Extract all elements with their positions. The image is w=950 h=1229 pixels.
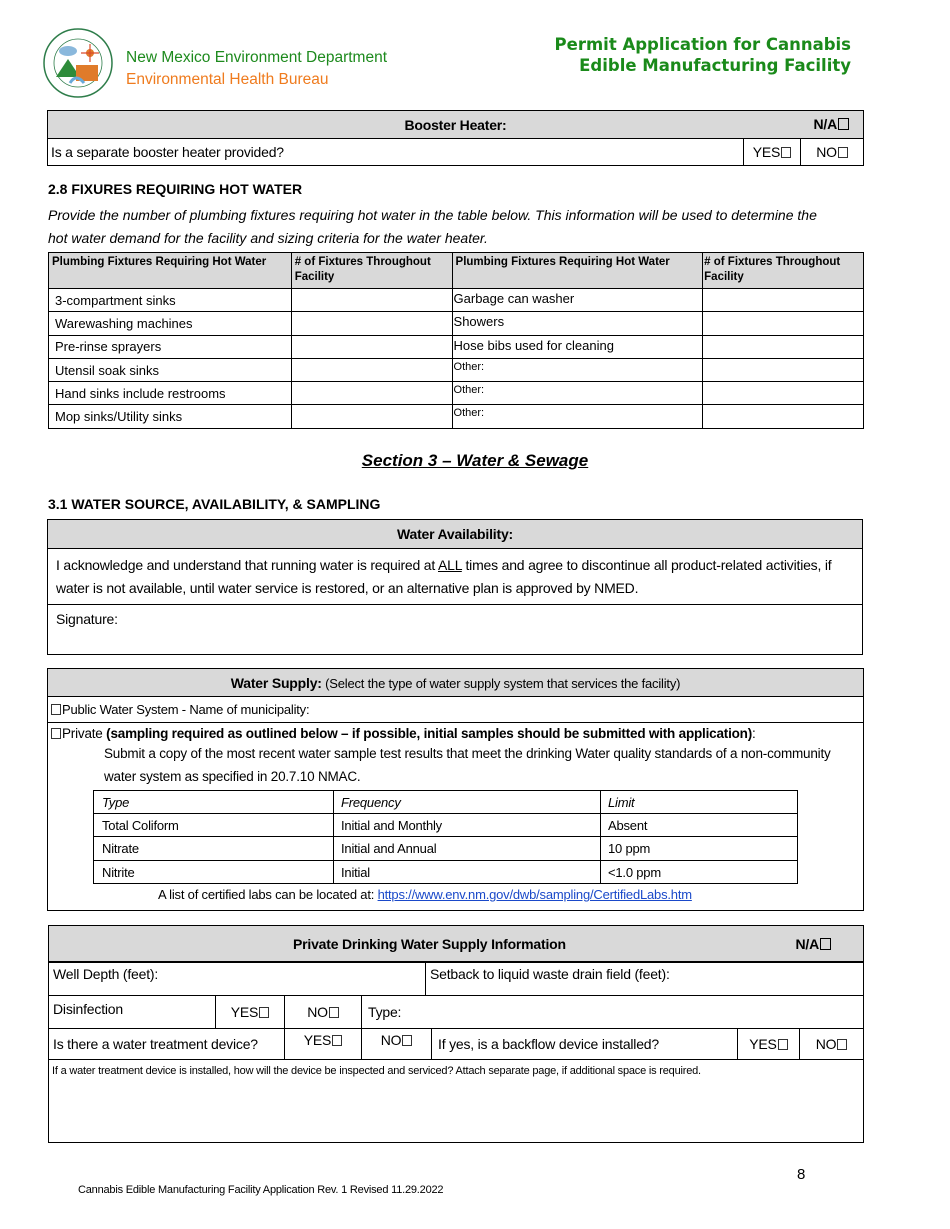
checkbox-icon bbox=[51, 704, 61, 715]
sample-frequency: Initial and Monthly bbox=[334, 814, 601, 837]
private-water-info-row-2 bbox=[48, 995, 864, 1029]
public-water-label: Public Water System - Name of municipality: bbox=[62, 702, 310, 717]
fixture-other-input[interactable]: Other: bbox=[452, 358, 703, 381]
private-water-info-header bbox=[49, 926, 864, 963]
fixture-label: Utensil soak sinks bbox=[49, 358, 292, 381]
sample-type: Total Coliform bbox=[94, 814, 334, 837]
nmed-seal-logo bbox=[40, 27, 116, 99]
no-label: NO bbox=[380, 1032, 402, 1048]
fixture-label: Pre-rinse sprayers bbox=[49, 335, 292, 358]
table-row bbox=[49, 312, 864, 335]
fixture-count-input[interactable] bbox=[703, 289, 864, 312]
checkbox-icon bbox=[329, 1007, 339, 1018]
checkbox-icon bbox=[781, 147, 791, 158]
backflow-question: If yes, is a backflow device installed? bbox=[432, 1029, 738, 1060]
backflow-no-checkbox[interactable] bbox=[800, 1029, 864, 1060]
public-water-system-option[interactable] bbox=[48, 697, 864, 723]
water-supply-subtitle: (Select the type of water supply system that services the facility) bbox=[321, 675, 681, 691]
statement-emphasis: ALL bbox=[438, 556, 462, 573]
fixtures-heading: 2.8 FIXURES REQUIRING HOT WATER bbox=[48, 181, 303, 197]
treatment-device-question: Is there a water treatment device? bbox=[49, 1029, 285, 1060]
col-header-fixtures-left: Plumbing Fixtures Requiring Hot Water bbox=[49, 253, 292, 289]
well-depth-field[interactable] bbox=[49, 962, 426, 996]
yes-label: YES bbox=[303, 1032, 332, 1048]
private-info-na-checkbox[interactable] bbox=[795, 936, 831, 952]
sample-limit: 10 ppm bbox=[601, 837, 798, 861]
water-supply-title: Water Supply: bbox=[230, 674, 322, 691]
type-label: Type: bbox=[368, 1004, 402, 1020]
colon: : bbox=[752, 726, 756, 741]
water-supply-header bbox=[48, 669, 864, 697]
booster-question: Is a separate booster heater provided? bbox=[48, 139, 744, 166]
section-3-title: Section 3 – Water & Sewage bbox=[361, 451, 589, 470]
setback-label: Setback to liquid waste drain field (feet): bbox=[430, 966, 670, 982]
fixture-label: Hose bibs used for cleaning bbox=[452, 335, 703, 358]
checkbox-icon bbox=[51, 728, 61, 739]
fixture-label: Warewashing machines bbox=[49, 312, 292, 335]
col-header-count-right: # of Fixtures Throughout Facility bbox=[703, 253, 864, 289]
water-availability-table bbox=[47, 519, 863, 655]
fixture-count-input[interactable] bbox=[291, 335, 452, 358]
private-label: Private bbox=[62, 726, 107, 741]
document-title bbox=[555, 34, 851, 76]
water-source-heading: 3.1 WATER SOURCE, AVAILABILITY, & SAMPLING bbox=[48, 496, 381, 512]
sample-type: Nitrate bbox=[94, 837, 334, 861]
water-availability-statement bbox=[48, 549, 863, 605]
private-water-info-row-3 bbox=[48, 1028, 864, 1060]
fixture-label: Mop sinks/Utility sinks bbox=[49, 405, 292, 428]
sample-frequency: Initial bbox=[334, 861, 601, 884]
service-description-field[interactable] bbox=[49, 1060, 864, 1143]
no-label: NO bbox=[816, 144, 837, 160]
fixture-other-input[interactable]: Other: bbox=[452, 405, 703, 428]
fixture-count-input[interactable] bbox=[291, 312, 452, 335]
treatment-no-checkbox[interactable] bbox=[362, 1029, 432, 1060]
disinfection-yes-checkbox[interactable] bbox=[216, 996, 285, 1029]
booster-no-checkbox[interactable] bbox=[801, 139, 864, 166]
na-label: N/A bbox=[813, 116, 837, 132]
private-water-info-table bbox=[48, 925, 864, 963]
booster-heater-header bbox=[48, 111, 864, 139]
fixture-count-input[interactable] bbox=[703, 405, 864, 428]
labs-text: A list of certified labs can be located at: bbox=[158, 887, 378, 902]
fixture-other-input[interactable]: Other: bbox=[452, 382, 703, 405]
fixture-count-input[interactable] bbox=[703, 358, 864, 381]
bureau-name: Environmental Health Bureau bbox=[126, 71, 329, 88]
fixture-count-input[interactable] bbox=[703, 335, 864, 358]
table-row bbox=[94, 837, 798, 861]
private-water-option bbox=[48, 723, 864, 911]
title-line-2: Edible Manufacturing Facility bbox=[579, 56, 851, 75]
submit-instructions: Submit a copy of the most recent water sample test results that meet the drinking Water quality standards of a non-community water system as specified in 20.7.10 NMAC. bbox=[104, 746, 831, 784]
table-row bbox=[49, 405, 864, 428]
footer-revision: Cannabis Edible Manufacturing Facility Application Rev. 1 Revised 11.29.2022 bbox=[78, 1184, 444, 1196]
water-supply-table bbox=[47, 668, 864, 911]
col-header-count-left: # of Fixtures Throughout Facility bbox=[291, 253, 452, 289]
na-label: N/A bbox=[795, 936, 819, 952]
booster-heater-title: Booster Heater: bbox=[404, 116, 507, 133]
checkbox-icon bbox=[838, 118, 849, 130]
sample-limit: <1.0 ppm bbox=[601, 861, 798, 884]
booster-yes-checkbox[interactable] bbox=[744, 139, 801, 166]
fixture-count-input[interactable] bbox=[291, 382, 452, 405]
statement-text: I acknowledge and understand that running water is required at bbox=[56, 556, 438, 573]
checkbox-icon bbox=[838, 147, 848, 158]
col-header-type: Type bbox=[94, 791, 334, 814]
fixture-label: 3-compartment sinks bbox=[49, 289, 292, 312]
col-header-frequency: Frequency bbox=[334, 791, 601, 814]
table-row bbox=[49, 335, 864, 358]
disinfection-no-checkbox[interactable] bbox=[285, 996, 362, 1029]
sampling-table bbox=[93, 790, 798, 884]
table-row bbox=[94, 814, 798, 837]
fixture-count-input[interactable] bbox=[291, 358, 452, 381]
yes-label: YES bbox=[749, 1036, 777, 1052]
fixture-count-input[interactable] bbox=[291, 289, 452, 312]
booster-heater-table bbox=[47, 110, 864, 166]
signature-label: Signature: bbox=[56, 611, 118, 627]
disinfection-label: Disinfection bbox=[49, 996, 216, 1029]
water-availability-header: Water Availability: bbox=[48, 520, 863, 549]
title-line-1: Permit Application for Cannabis bbox=[554, 35, 851, 54]
checkbox-icon bbox=[820, 938, 831, 950]
no-label: NO bbox=[815, 1036, 837, 1052]
private-water-info-row-4 bbox=[48, 1059, 864, 1143]
private-water-info-title: Private Drinking Water Supply Information bbox=[293, 936, 566, 952]
fixture-label: Hand sinks include restrooms bbox=[49, 382, 292, 405]
fixture-label: Showers bbox=[452, 312, 703, 335]
checkbox-icon bbox=[778, 1039, 788, 1050]
well-depth-label: Well Depth (feet): bbox=[53, 966, 159, 982]
signature-field[interactable] bbox=[48, 605, 863, 655]
table-row bbox=[49, 289, 864, 312]
checkbox-icon bbox=[332, 1035, 342, 1046]
fixtures-instructions: Provide the number of plumbing fixtures requiring hot water in the table below. This information will be used to determine the hot water demand for the facility and sizing criteria for the water heater. bbox=[48, 207, 817, 246]
treatment-yes-checkbox[interactable] bbox=[285, 1029, 362, 1060]
booster-na-checkbox[interactable] bbox=[813, 116, 849, 132]
backflow-yes-checkbox[interactable] bbox=[738, 1029, 800, 1060]
private-water-info-row-1 bbox=[48, 961, 864, 996]
col-header-fixtures-right: Plumbing Fixtures Requiring Hot Water bbox=[452, 253, 703, 289]
certified-labs-link[interactable]: https://www.env.nm.gov/dwb/sampling/CertifiedLabs.htm bbox=[377, 887, 692, 902]
table-row bbox=[49, 382, 864, 405]
checkbox-icon bbox=[259, 1007, 269, 1018]
org-name: New Mexico Environment Department bbox=[126, 49, 388, 66]
table-row bbox=[94, 861, 798, 884]
table-row bbox=[49, 358, 864, 381]
checkbox-icon bbox=[837, 1039, 847, 1050]
yes-label: YES bbox=[752, 144, 781, 160]
col-header-limit: Limit bbox=[601, 791, 798, 814]
fixture-label: Garbage can washer bbox=[452, 289, 703, 312]
disinfection-type-field[interactable] bbox=[362, 996, 864, 1029]
fixture-count-input[interactable] bbox=[703, 382, 864, 405]
private-water-checkbox[interactable] bbox=[51, 726, 860, 741]
fixture-count-input[interactable] bbox=[291, 405, 452, 428]
setback-field[interactable] bbox=[426, 962, 864, 996]
section-3-title-wrap bbox=[0, 451, 950, 471]
statement-text: times and agree to discontinue all product-related activities, if water is not available, until water service is restored, or an alternative plan is approved by NMED. bbox=[56, 556, 832, 596]
certified-labs-note bbox=[158, 887, 692, 902]
sample-limit: Absent bbox=[601, 814, 798, 837]
sample-frequency: Initial and Annual bbox=[334, 837, 601, 861]
fixtures-table bbox=[48, 252, 864, 429]
page-number: 8 bbox=[797, 1166, 806, 1183]
no-label: NO bbox=[307, 1004, 328, 1020]
checkbox-icon bbox=[402, 1035, 412, 1046]
private-sampling-note: (sampling required as outlined below – if possible, initial samples should be submitted with application) bbox=[106, 726, 753, 741]
fixture-count-input[interactable] bbox=[703, 312, 864, 335]
service-question-label: If a water treatment device is installed, how will the device be inspected and serviced? Attach separate page, if additional space is required. bbox=[52, 1065, 701, 1077]
yes-label: YES bbox=[230, 1004, 259, 1020]
sample-type: Nitrite bbox=[94, 861, 334, 884]
